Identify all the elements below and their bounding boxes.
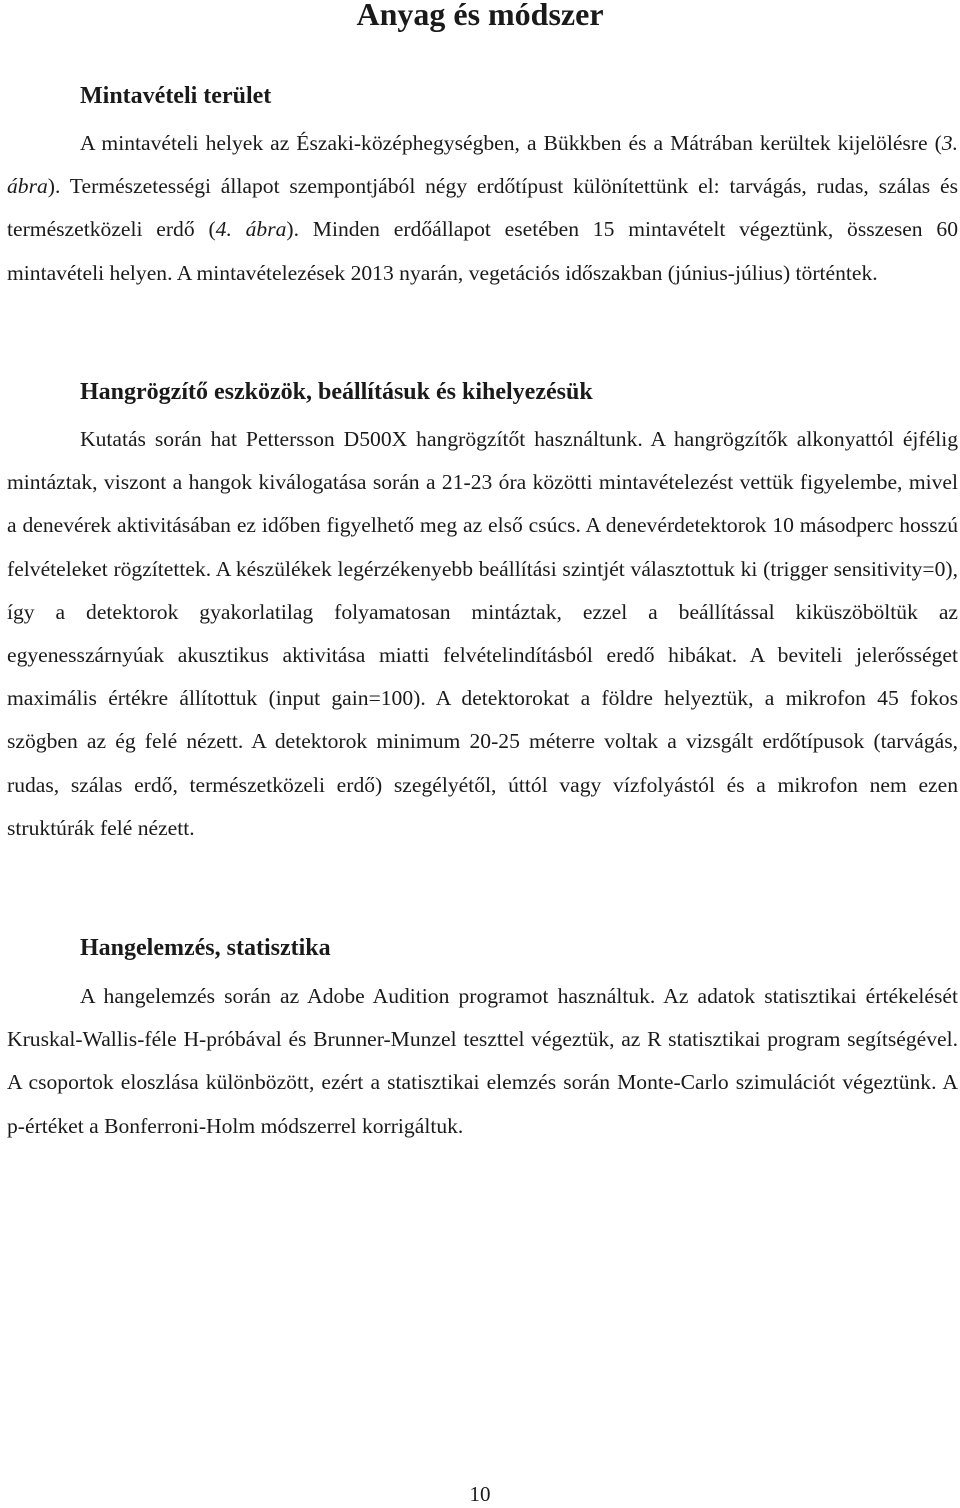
paragraph-text: A mintavételi helyek az Északi-középhegységben, a Bükkben és a Mátrában kerültek kijelölésre ( (80, 131, 942, 155)
figure-reference: 4. ábra (215, 217, 287, 242)
paragraph-text: ). Természetességi állapot szempontjából négy erdőtípust különítettünk el: tarvágás, rudas, szálas és természetközeli erdő ( (7, 174, 958, 242)
page-title: Anyag és módszer (356, 0, 604, 32)
page-number: 10 (469, 1482, 491, 1506)
section-heading-analysis: Hangelemzés, statisztika (80, 935, 331, 961)
section-heading-sampling-area: Mintavételi terület (80, 83, 272, 109)
paragraph-sampling-area (7, 122, 958, 295)
paragraph-text: ). Minden erdőállapot esetében 15 mintavételt végeztünk, összesen 60 mintavételi helyen. A mintavételezések 2013 nyarán, vegetációs időszakban (június-július) történtek. (7, 217, 958, 285)
paragraph-analysis: A hangelemzés során az Adobe Audition programot használtuk. Az adatok statisztikai értékelését Kruskal-Wallis-féle H-próbával és Brunner-Munzel teszttel végeztük, az R statisztikai program segítségével. A csoportok eloszlása különbözött, ezért a statisztikai elemzés során Monte-Carlo szimulációt végeztünk. A p-értéket a Bonferroni-Holm módszerrel korrigáltuk. (7, 984, 958, 1138)
figure-reference: 3. ábra (7, 131, 958, 199)
section-heading-recorders: Hangrögzítő eszközök, beállításuk és kihelyezésük (80, 379, 593, 405)
paragraph-recorders: Kutatás során hat Pettersson D500X hangrögzítőt használtunk. A hangrögzítők alkonyattól éjfélig mintáztak, viszont a hangok kiválogatása során a 21-23 óra közötti mintavételezést vettük figyelembe, mivel a denevérek aktivitásában ez időben figyelhető meg az első csúcs. A denevérdetektorok 10 másodperc hosszú felvételeket rögzítettek. A készülékek legérzékenyebb beállítási szintjét választottuk ki (trigger sensitivity=0), így a detektorok gyakorlatilag folyamatosan mintáztak, ezzel a beállítással kiküszöböltük az egyenesszárnyúak akusztikus aktivitása miatti felvételindításból eredő hibákat. A beviteli jelerősséget maximális értékre állítottuk (input gain=100). A detektorokat a földre helyeztük, a mikrofon 45 fokos szögben az ég felé nézett. A detektorok minimum 20-25 méterre voltak a vizsgált erdőtípusok (tarvágás, rudas, szálas erdő, természetközeli erdő) szegélyétől, úttól vagy vízfolyástól és a mikrofon nem ezen struktúrák felé nézett. (7, 427, 958, 840)
